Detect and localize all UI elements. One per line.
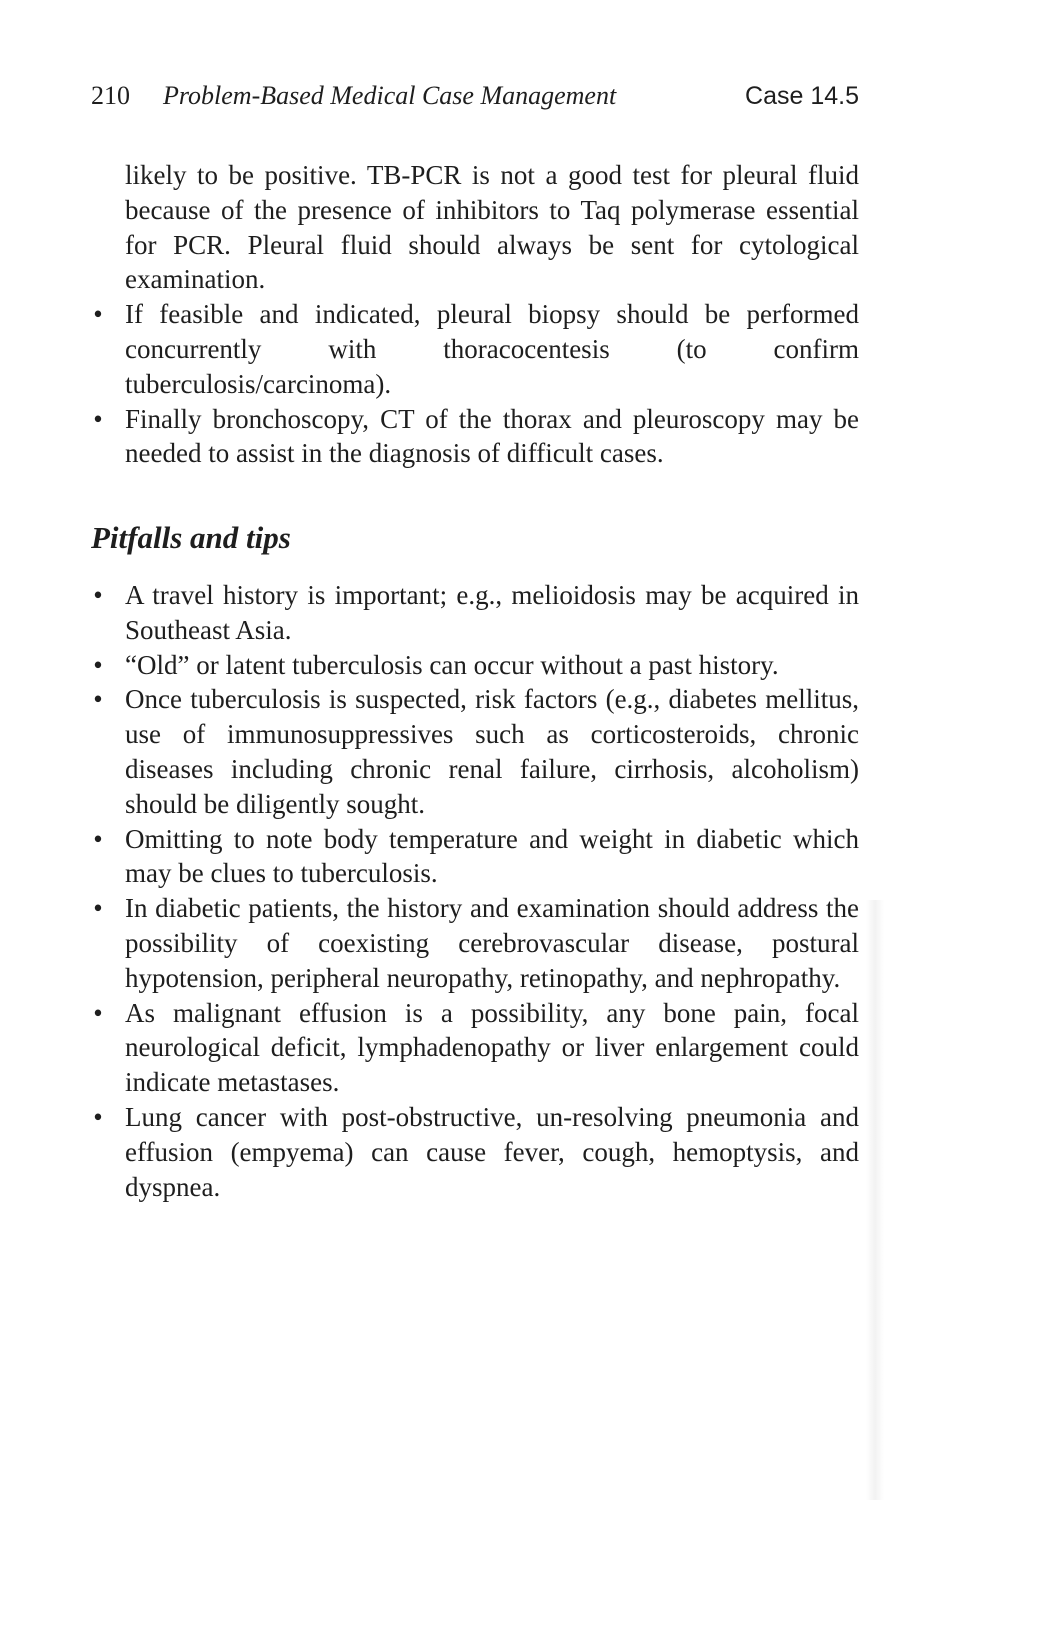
case-label: Case 14.5 (745, 82, 859, 110)
bullet-icon: • (93, 1101, 103, 1132)
top-text-block (91, 158, 859, 471)
list-item (91, 822, 859, 892)
list-item-text: Finally bronchoscopy, CT of the thorax and pleuroscopy may be needed to assist in the diagnosis of difficult cases. (125, 403, 859, 469)
bullet-icon: • (93, 649, 103, 680)
list-item-text: “Old” or latent tuberculosis can occur without a past history. (125, 649, 779, 680)
list-item (91, 996, 859, 1100)
list-item (91, 682, 859, 821)
bullet-icon: • (93, 684, 103, 715)
bullet-icon: • (93, 823, 103, 854)
top-bullet-list (91, 297, 859, 471)
section-heading: Pitfalls and tips (91, 520, 291, 555)
scan-gutter-shadow (866, 900, 884, 1500)
list-item (91, 891, 859, 995)
list-item (91, 578, 859, 648)
bullet-icon: • (93, 997, 103, 1028)
bullet-icon: • (93, 299, 103, 330)
list-item-text: Once tuberculosis is suspected, risk factors (e.g., diabetes mellitus, use of immunosuppressives such as corticosteroids, chronic diseases including chronic renal failure, cirrhosis, alcoholism) should be diligently sought. (125, 684, 859, 819)
list-item (91, 648, 859, 683)
pitfalls-text-block (91, 578, 859, 1204)
running-head (91, 78, 859, 114)
list-item-text: In diabetic patients, the history and examination should address the possibility of coexisting cerebrovascular disease, postural hypotension, peripheral neuropathy, retinopathy, and nephropathy. (125, 893, 859, 993)
list-item (91, 1100, 859, 1204)
pitfalls-bullet-list (91, 578, 859, 1204)
bullet-icon: • (93, 580, 103, 610)
page-number: 210 (91, 81, 130, 110)
list-item-text: Omitting to note body temperature and weight in diabetic which may be clues to tuberculosis. (125, 823, 859, 889)
list-item-text: A travel history is important; e.g., melioidosis may be acquired in Southeast Asia. (125, 580, 859, 645)
list-item-text: If feasible and indicated, pleural biopsy should be performed concurrently with thoracocentesis (to confirm tuberculosis/carcinoma). (125, 299, 859, 399)
list-item-text: As malignant effusion is a possibility, any bone pain, focal neurological deficit, lymphadenopathy or liver enlargement could indicate metastases. (125, 997, 859, 1098)
list-item (91, 297, 859, 401)
continuation-paragraph: likely to be positive. TB-PCR is not a good test for pleural fluid because of the presence of inhibitors to Taq polymerase essential for PCR. Pleural fluid should always be sent for cytological examination. (125, 160, 859, 295)
bullet-icon: • (93, 403, 103, 434)
list-item-text: Lung cancer with post-obstructive, un-resolving pneumonia and effusion (empyema) can cause fever, cough, hemoptysis, and dyspnea. (125, 1101, 859, 1202)
list-item (91, 402, 859, 472)
bullet-icon: • (93, 893, 103, 924)
book-title: Problem-Based Medical Case Management (163, 81, 617, 110)
